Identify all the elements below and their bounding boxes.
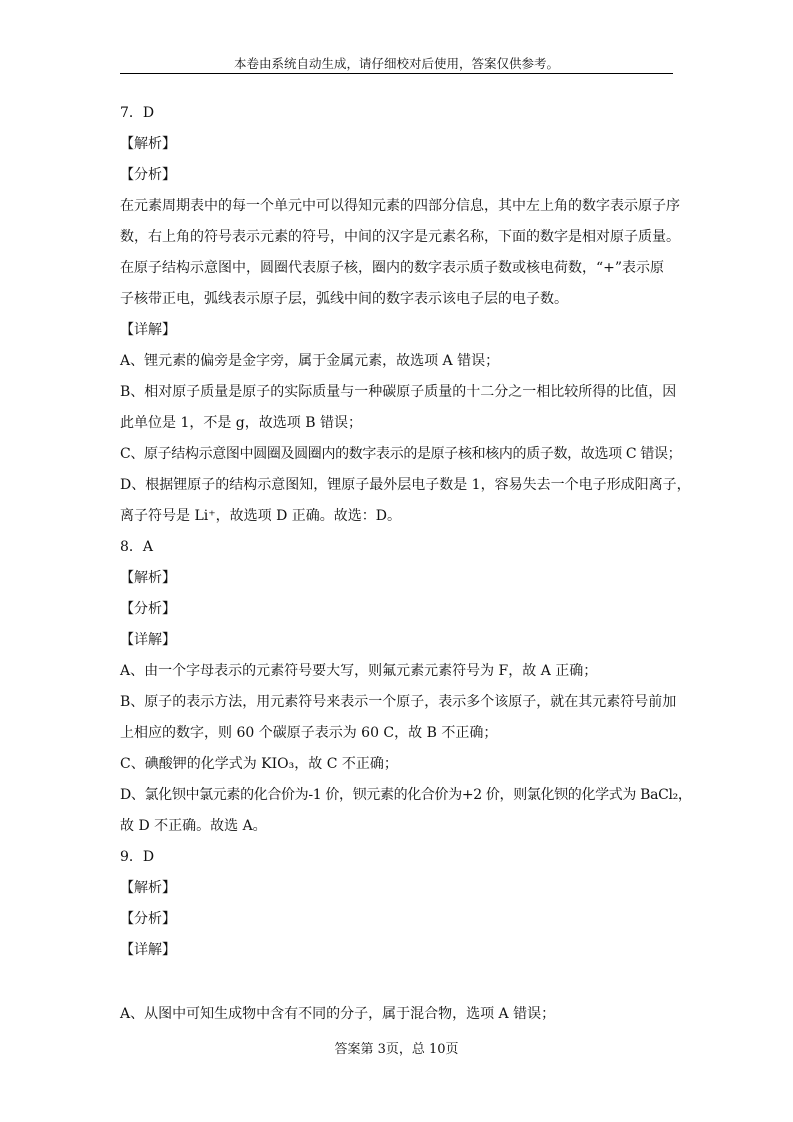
answer-8-option-c: C、碘酸钾的化学式为 KIO₃，故 C 不正确； — [120, 756, 398, 772]
answer-7-option-b: B、相对原子质量是原子的实际质量与一种碳原子质量的十二分之一相比较所得的比值，因 — [120, 384, 677, 400]
answer-7-analysis-line: 在原子结构示意图中，圆圈代表原子核，圈内的数字表示质子数或核电荷数，“+”表示原 — [120, 260, 665, 276]
answer-7-option-c: C、原子结构示意图中圆圈及圆圈内的数字表示的是原子核和核内的质子数，故选项 C 错误； — [120, 446, 682, 462]
answer-7-option-d: D、根据锂原子的结构示意图知，锂原子最外层电子数是 1，容易失去一个电子形成阳离子， — [120, 477, 691, 493]
answer-9-xiangjie: 【详解】 — [120, 942, 176, 958]
answer-8-option-b: B、原子的表示方法，用元素符号来表示一个原子，表示多个该原子，就在其元素符号前加 — [120, 694, 677, 710]
answer-9-jiexi: 【解析】 — [120, 880, 176, 896]
answer-8-jiexi: 【解析】 — [120, 570, 176, 586]
answer-8-option-d: D、氯化钡中氯元素的化合价为-1 价，钡元素的化合价为+2 价，则氯化钡的化学式为 BaCl₂， — [120, 787, 692, 803]
answer-7-xiangjie: 【详解】 — [120, 322, 176, 338]
answer-8-option-d-cont: 故 D 不正确。故选 A。 — [120, 818, 267, 834]
answer-7-option-b-cont: 此单位是 1，不是 g，故选项 B 错误； — [120, 415, 362, 431]
answer-7-fenxi: 【分析】 — [120, 167, 176, 183]
answer-8-option-b-cont: 上相应的数字，则 60 个碳原子表示为 60 C，故 B 不正确； — [120, 725, 498, 741]
answer-9-title: 9．D — [120, 849, 155, 865]
answer-9-fenxi: 【分析】 — [120, 911, 176, 927]
answer-7-title: 7．D — [120, 105, 155, 121]
answer-7-jiexi: 【解析】 — [120, 136, 176, 152]
page-footer: 答案第 3页，总 10页 — [334, 1042, 459, 1057]
answer-8-xiangjie: 【详解】 — [120, 632, 176, 648]
answer-8-title: 8．A — [120, 539, 154, 555]
answer-8-option-a: A、由一个字母表示的元素符号要大写，则氟元素元素符号为 F，故 A 正确； — [120, 663, 598, 679]
answer-7-analysis-line: 数，右上角的符号表示元素的符号，中间的汉字是元素名称，下面的数字是相对原子质量。 — [120, 229, 680, 245]
page-header: 本卷由系统自动生成，请仔细校对后使用，答案仅供参考。 — [120, 55, 673, 74]
answer-8-fenxi: 【分析】 — [120, 601, 176, 617]
answer-7-option-a: A、锂元素的偏旁是金字旁，属于金属元素，故选项 A 错误； — [120, 353, 500, 369]
answer-9-option-a: A、从图中可知生成物中含有不同的分子，属于混合物，选项 A 错误； — [120, 1006, 556, 1022]
answer-7-analysis-line: 子核带正电，弧线表示原子层，弧线中间的数字表示该电子层的电子数。 — [120, 291, 568, 307]
answer-7-analysis-line: 在元素周期表中的每一个单元中可以得知元素的四部分信息，其中左上角的数字表示原子序 — [120, 198, 680, 214]
answer-7-option-d-cont: 离子符号是 Li⁺，故选项 D 正确。故选：D。 — [120, 508, 401, 524]
